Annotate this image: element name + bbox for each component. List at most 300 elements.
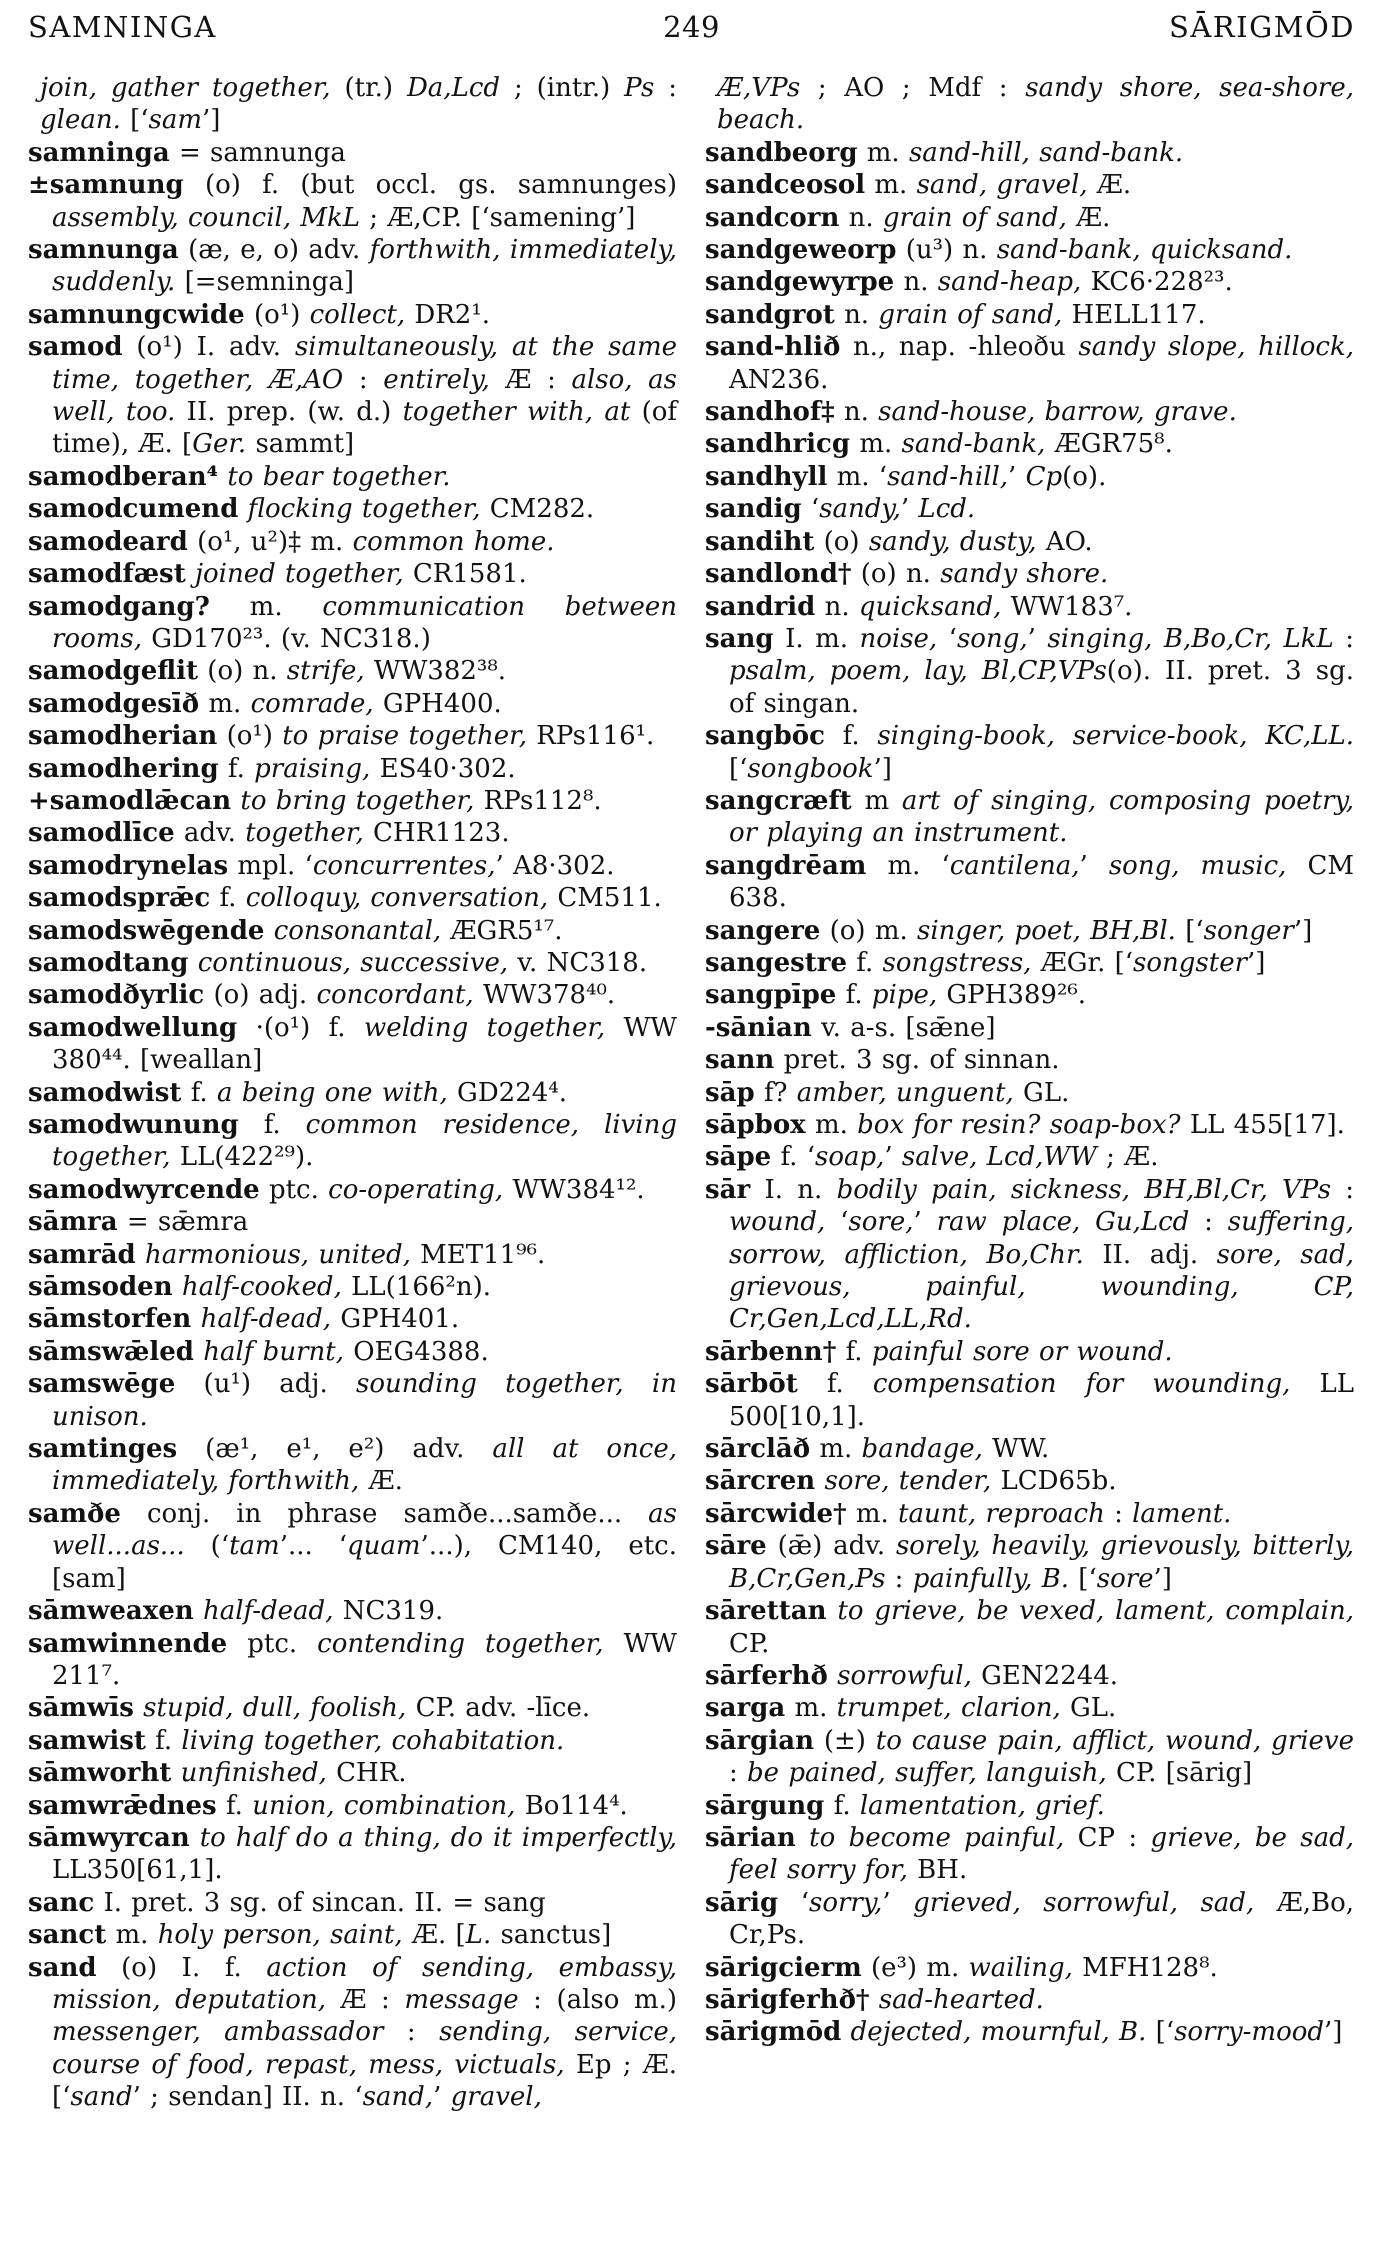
definition-text: joined together, — [194, 559, 404, 590]
definition-text: all at once, immediately, forthwith, — [52, 1434, 678, 1497]
definition-text: sand, — [362, 2082, 434, 2113]
dictionary-entry: samodherian (o¹) to praise together, RPs116¹. — [28, 721, 655, 752]
dictionary-entry: sāmworht unfinished, CHR. — [28, 1758, 407, 1789]
dictionary-entry: sārclāð m. bandage, WW. — [705, 1434, 1050, 1465]
entry-headword: samod — [28, 332, 123, 363]
definition-text: sand-hill, — [887, 461, 1009, 492]
entry-headword: sandgeweorp — [705, 235, 897, 266]
dictionary-entry: +samodlǣcan to bring together, RPs112⁸. — [28, 785, 602, 816]
entry-headword: sandlond† — [705, 559, 852, 590]
dictionary-entry: samodhering f. praising, ES40·302. — [28, 753, 516, 784]
definition-text: suffering, sorrow, affliction, Bo,Chr. — [729, 1207, 1355, 1270]
entry-headword: sandhof‡ — [705, 397, 835, 428]
continuation-paragraph: join, gather together, (tr.) Da,Lcd ; (intr.) Ps : glean. [‘sam’] — [40, 73, 677, 136]
entry-headword: samodcumend — [28, 494, 239, 525]
definition-text: Cp — [1025, 461, 1063, 492]
definition-text: sending, service, course of food, repast, mess, victuals, — [52, 2017, 677, 2080]
entry-headword: sārbōt — [705, 1369, 798, 1400]
right-column — [705, 72, 1354, 2114]
entry-headword: samodhering — [28, 753, 219, 784]
dictionary-entry: sanct m. holy person, saint, Æ. [L. sanctus] — [28, 1920, 612, 1951]
entry-headword: sārgian — [705, 1725, 814, 1756]
definition-text: singer, poet, BH,Bl. — [917, 915, 1176, 946]
definition-text: unfinished, — [180, 1758, 327, 1789]
entry-headword: samðe — [28, 1498, 121, 1529]
definition-text: together, — [245, 818, 364, 849]
dictionary-entry: sanc I. pret. 3 sg. of sincan. II. = sang — [28, 1887, 546, 1918]
entry-headword: samwist — [28, 1725, 146, 1756]
entry-headword: sandceosol — [705, 170, 866, 201]
entry-headword: sārbenn† — [705, 1336, 837, 1367]
dictionary-entry — [28, 461, 677, 493]
definition-text: L. — [465, 1920, 492, 1951]
definition-text: be pained, suffer, languish, — [747, 1758, 1107, 1789]
dictionary-entry: samodrynelas mpl. ‘concurrentes,’ A8·302. — [28, 850, 615, 881]
dictionary-entry: sāpe f. ‘soap,’ salve, Lcd,WW ; Æ. — [705, 1142, 1159, 1173]
continuation-paragraph: Æ,VPs ; AO ; Mdf : sandy shore, sea-shore, beach. — [717, 73, 1354, 136]
entry-headword: samodgang? — [28, 591, 210, 622]
definition-text: songbook — [747, 753, 874, 784]
entry-headword: samodeard — [28, 526, 188, 557]
definition-text: join, gather together, — [40, 73, 331, 103]
definition-text: to half do a thing, do it imperfectly, — [199, 1822, 677, 1853]
definition-text: wailing, — [968, 1952, 1073, 1983]
entry-headword: samwinnende — [28, 1628, 228, 1659]
entry-headword: sāmsoden — [28, 1272, 173, 1303]
dictionary-entry: sang I. m. noise, ‘song,’ singing, B,Bo,Cr, LkL : psalm, poem, lay, Bl,CP,VPs(o). II. pret. 3 sg. of singan. — [705, 623, 1354, 719]
definition-text: welding together, — [363, 1012, 606, 1043]
definition-text: soap, — [814, 1142, 885, 1173]
dictionary-entry: sārbōt f. compensation for wounding, LL 500[10,1]. — [705, 1369, 1355, 1432]
definition-text: message — [404, 1984, 519, 2015]
definition-text: consonantal, — [273, 915, 442, 946]
entry-headword: samodswēgende — [28, 915, 265, 946]
definition-text: simultaneously, at the same time, together, Æ,AO — [52, 332, 677, 395]
entry-headword: samodwyrcende — [28, 1174, 260, 1205]
dictionary-entry: sārbenn† f. painful sore or wound. — [705, 1336, 1173, 1367]
entry-headword: sangbōc — [705, 721, 825, 752]
definition-text: communication between rooms, — [52, 591, 677, 654]
dictionary-entry: sāmwyrcan to half do a thing, do it imperfectly, LL350[61,1]. — [28, 1822, 677, 1886]
entry-headword: sārigcierm — [705, 1952, 862, 1983]
dictionary-entry: sandiht (o) sandy, dusty, AO. — [705, 526, 1093, 557]
entry-headword: sār — [705, 1174, 751, 1205]
dictionary-entry: sāmstorfen half-dead, GPH401. — [28, 1304, 460, 1335]
entry-headword: sandrid — [705, 591, 816, 622]
running-header — [28, 10, 1355, 44]
dictionary-entry: samnunga (æ, e, o) adv. forthwith, immediately, suddenly. [=semninga] — [28, 235, 678, 298]
definition-text: grieve, be sad, feel sorry for, — [729, 1822, 1354, 1886]
definition-text: entirely, — [383, 364, 490, 395]
definition-text: sand-hill, sand-bank. — [908, 137, 1184, 168]
definition-text: sand-bank, quicksand. — [996, 235, 1293, 266]
definition-text: lament. — [1132, 1498, 1232, 1529]
entry-headword: sāmstorfen — [28, 1304, 192, 1335]
entry-headword: samodberan⁴ — [28, 461, 219, 492]
dictionary-entry: sārgian (±) to cause pain, afflict, wound, grieve : be pained, suffer, languish, CP. [sārig] — [705, 1725, 1355, 1789]
definition-text: flocking together, — [247, 494, 481, 525]
dictionary-entry: samwrǣdnes f. union, combination, Bo114⁴. — [28, 1790, 628, 1821]
dictionary-entry: samwist f. living together, cohabitation. — [28, 1725, 565, 1756]
entry-headword: samodsprǣc — [28, 883, 211, 914]
dictionary-entry: ±samnung (o) f. (but occl. gs. samnunges) assembly, council, MkL ; Æ,CP. [‘samening’] — [28, 170, 677, 233]
entry-headword: sāmwyrcan — [28, 1822, 190, 1853]
dictionary-entry: sār I. n. bodily pain, sickness, BH,Bl,Cr, VPs : wound, ‘sore,’ raw place, Gu,Lcd : suffering, sorrow, affliction, Bo,Chr. II. adj. sore, sad, grievous, painful, wounding, CP, Cr,Gen,Lcd,LL,Rd. — [705, 1174, 1355, 1335]
definition-text: sand-house, barrow, grave. — [878, 397, 1237, 428]
definition-text: to grieve, be vexed, lament, complain, — [837, 1596, 1354, 1627]
dictionary-entry: sārcren sore, tender, LCD65b. — [705, 1466, 1117, 1497]
definition-text: pipe, — [871, 980, 938, 1011]
definition-text: continuous, successive, — [197, 947, 509, 978]
entry-headword: sārigferhð† — [705, 1984, 870, 2015]
definition-text: sam — [148, 105, 203, 136]
dictionary-entry: samðe conj. in phrase samðe...samðe... as well...as... (‘tam’... ‘quam’...), CM140, etc. [sam] — [28, 1498, 677, 1594]
dictionary-entry: sarga m. trumpet, clarion, GL. — [705, 1693, 1117, 1724]
entry-headword: samodherian — [28, 721, 218, 752]
entry-headword: sāre — [705, 1531, 767, 1562]
definition-text: sand-heap, — [937, 267, 1082, 298]
entry-headword: samodgeflit — [28, 656, 199, 687]
entry-headword: sanc — [28, 1887, 95, 1918]
definition-text: tam — [229, 1531, 280, 1562]
entry-headword: sāmwīs — [28, 1693, 134, 1724]
entry-headword: samodwunung — [28, 1110, 239, 1140]
dictionary-entry: sāp f? amber, unguent, GL. — [705, 1077, 1070, 1108]
definition-text: singing, B,Bo,Cr, LkL — [1047, 623, 1334, 654]
entry-headword: sārcwide† — [705, 1498, 847, 1529]
entry-headword: samswēge — [28, 1369, 176, 1400]
definition-text: bandage, — [861, 1434, 983, 1465]
dictionary-entry: samodswēgende consonantal, ÆGR5¹⁷. — [28, 915, 563, 946]
dictionary-entry: sandrid n. quicksand, WW183⁷. — [705, 591, 1133, 622]
header-last-word: SĀRIGMŌD — [1168, 10, 1355, 44]
definition-text: sorely, heavily, grievously, bitterly, B,Cr,Gen,Ps — [729, 1531, 1354, 1594]
definition-text: sand — [70, 2082, 133, 2113]
definition-text: wound, — [729, 1207, 826, 1238]
definition-text: sorrowful, — [837, 1660, 972, 1691]
definition-text: salve, Lcd,WW — [901, 1142, 1097, 1173]
entry-headword: sandhricg — [705, 429, 851, 460]
entry-headword: samodwist — [28, 1077, 182, 1108]
definition-text: sad-hearted. — [878, 1984, 1044, 2015]
definition-text: raw place, Gu,Lcd — [936, 1207, 1190, 1238]
entry-headword: -sānian — [705, 1012, 812, 1043]
entry-headword: samwrǣdnes — [28, 1790, 217, 1821]
dictionary-entry: sandhyll m. ‘sand-hill,’ Cp(o). — [705, 461, 1107, 492]
entry-headword: sārcren — [705, 1466, 816, 1497]
definition-text: songstress, — [882, 947, 1032, 978]
definition-text: sorry, — [808, 1887, 883, 1918]
dictionary-entry: -sānian v. a-s. [sǣne] — [705, 1012, 996, 1043]
definition-text: cantilena, — [949, 850, 1080, 881]
definition-text: trumpet, clarion, — [836, 1693, 1061, 1724]
entry-headword: samodtang — [28, 947, 189, 978]
definition-text: sorry-mood — [1174, 2017, 1325, 2048]
definition-text: as well...as... — [52, 1498, 677, 1562]
definition-text: Da,Lcd — [406, 73, 501, 103]
entry-headword: sandgrot — [705, 299, 835, 330]
definition-text: union, combination, — [252, 1790, 516, 1821]
definition-text: sore, — [848, 1207, 914, 1238]
definition-text: to cause pain, afflict, wound, grieve — [875, 1725, 1355, 1756]
dictionary-entry: samodsprǣc f. colloquy, conversation, CM511. — [28, 883, 662, 914]
definition-text: sandy slope, hillock, — [1078, 332, 1354, 363]
dictionary-entry: sandgewyrpe n. sand-heap, KC6·228²³. — [705, 267, 1233, 298]
definition-text: harmonious, united, — [145, 1239, 411, 1270]
left-column — [28, 72, 677, 2114]
entry-headword: sangpīpe — [705, 980, 837, 1011]
entry-headword: sāpbox — [705, 1110, 806, 1140]
definition-text: glean. — [40, 105, 121, 136]
dictionary-entry: sandhricg m. sand-bank, ÆGR75⁸. — [705, 429, 1173, 460]
definition-text: to become painful, — [809, 1822, 1065, 1853]
entry-headword: sārgung — [705, 1790, 825, 1821]
definition-text: common residence, living together, — [52, 1110, 678, 1173]
dictionary-entry: samninga = samnunga — [28, 137, 346, 168]
dictionary-entry: sāmswǣled half burnt, OEG4388. — [28, 1336, 489, 1367]
entry-headword: sāmswǣled — [28, 1336, 194, 1367]
definition-text: amber, unguent, — [796, 1077, 1014, 1108]
definition-text: common home. — [352, 526, 555, 557]
entry-headword: samnungcwide — [28, 299, 245, 330]
dictionary-entry: samodwist f. a being one with, GD224⁴. — [28, 1077, 567, 1108]
definition-text: sore — [1096, 1563, 1154, 1594]
definition-text: box for resin? soap-box? — [857, 1110, 1181, 1140]
dictionary-entry: sandbeorg m. sand-hill, sand-bank. — [705, 137, 1184, 168]
dictionary-entry: sārigcierm (e³) m. wailing, MFH128⁸. — [705, 1952, 1218, 1983]
dictionary-entry: sand-hlið n., nap. -hleoðu sandy slope, hillock, AN236. — [705, 332, 1354, 395]
entry-headword: samrād — [28, 1239, 136, 1270]
dictionary-entry: samodeard (o¹, u²)‡ m. common home. — [28, 526, 555, 557]
definition-text: half-cooked, — [181, 1272, 342, 1303]
entry-headword: sāmworht — [28, 1758, 172, 1789]
definition-text: dejected, mournful, B. — [850, 2017, 1147, 2048]
dictionary-entry: sārferhð sorrowful, GEN2244. — [705, 1660, 1119, 1691]
dictionary-entry: samodfæst joined together, CR1581. — [28, 559, 527, 590]
dictionary-entry: sārig ‘sorry,’ grieved, sorrowful, sad, Æ,Bo, Cr,Ps. — [705, 1887, 1355, 1951]
definition-text: sandy, — [819, 494, 901, 525]
definition-text: forthwith, immediately, suddenly. — [52, 235, 678, 298]
dictionary-entry: sangbōc f. singing-book, service-book, KC,LL. [‘songbook’] — [705, 721, 1355, 784]
dictionary-entry: sāmweaxen half-dead, NC319. — [28, 1596, 444, 1627]
definition-text: bodily pain, sickness, BH,Bl,Cr, VPs — [836, 1174, 1331, 1205]
definition-text: Ps — [624, 73, 655, 103]
entry-headword: sāp — [705, 1077, 755, 1108]
definition-text: sore, sad, grievous, painful, wounding, CP, Cr,Gen,Lcd,LL,Rd. — [729, 1239, 1354, 1335]
page-number: 249 — [663, 10, 720, 44]
definition-text: psalm, poem, lay, Bl,CP,VPs — [729, 656, 1107, 687]
definition-text: sandy shore. — [940, 559, 1109, 590]
definition-text: contending together, — [317, 1628, 604, 1659]
entry-headword: samtinges — [28, 1434, 178, 1465]
definition-text: sand, gravel, — [916, 170, 1088, 201]
definition-text: half-dead, — [202, 1596, 334, 1627]
definition-text: Æ,VPs — [717, 73, 801, 103]
dictionary-entry: sandig ‘sandy,’ Lcd. — [705, 494, 976, 525]
dictionary-entry: sangcræft m art of singing, composing poetry, or playing an instrument. — [705, 785, 1355, 849]
header-first-word: SAMNINGA — [28, 10, 217, 44]
entry-headword: sārettan — [705, 1596, 827, 1627]
dictionary-entry: sārian to become painful, CP : grieve, be sad, feel sorry for, BH. — [705, 1822, 1354, 1886]
definition-text: quicksand, — [858, 591, 1002, 622]
definition-text: songer — [1203, 915, 1294, 946]
dictionary-entry: sandceosol m. sand, gravel, Æ. — [705, 170, 1132, 201]
definition-text: half-dead, — [200, 1304, 332, 1335]
dictionary-entry: samodtang continuous, successive, v. NC318. — [28, 947, 648, 978]
definition-text: painful sore or wound. — [871, 1336, 1173, 1367]
dictionary-entry: sandgrot n. grain of sand, HELL117. — [705, 299, 1206, 330]
dictionary-entry: sangestre f. songstress, ÆGr. [‘songster’] — [705, 947, 1266, 978]
entry-headword: sangdrēam — [705, 850, 867, 881]
entry-headword: sangere — [705, 915, 821, 946]
entry-headword: sārig — [705, 1887, 779, 1918]
dictionary-entry: sāmra = sǣmra — [28, 1207, 249, 1238]
entry-headword: ±samnung — [28, 170, 184, 201]
definition-text: sandy, dusty, — [868, 526, 1037, 557]
dictionary-entry: samodlīce adv. together, CHR1123. — [28, 818, 510, 849]
definition-text: half burnt, — [203, 1336, 344, 1367]
dictionary-entry — [705, 1984, 1354, 2016]
definition-text: songster — [1133, 947, 1248, 978]
entry-headword: samodgesīð — [28, 688, 200, 719]
entry-headword: samodrynelas — [28, 850, 229, 881]
definition-text: to praise together, — [282, 721, 528, 752]
entry-headword: sārian — [705, 1822, 796, 1853]
definition-text: strife, — [286, 656, 365, 687]
dictionary-entry: samod (o¹) I. adv. simultaneously, at the same time, together, Æ,AO : entirely, Æ : also, as well, too. II. prep. (w. d.) together with, at (of time), Æ. [Ger. sammt] — [28, 332, 677, 460]
dictionary-entry: sangere (o) m. singer, poet, BH,Bl. [‘songer’] — [705, 915, 1313, 946]
definition-text: gravel, — [450, 2082, 542, 2113]
definition-text: concordant, — [316, 980, 474, 1011]
entry-headword: sandiht — [705, 526, 815, 557]
entry-headword: sāmra — [28, 1207, 118, 1238]
entry-headword: sāpe — [705, 1142, 772, 1173]
definition-text: living together, cohabitation. — [181, 1725, 565, 1756]
entry-headword: sandhyll — [705, 461, 828, 492]
entry-headword: samodwellung — [28, 1012, 238, 1043]
entry-headword: sangestre — [705, 947, 847, 978]
entry-headword: samnunga — [28, 235, 179, 266]
entry-headword: +samodlǣcan — [28, 785, 232, 816]
entry-headword: sandbeorg — [705, 137, 858, 168]
definition-text: messenger, ambassador — [52, 2017, 384, 2048]
dictionary-entry: samtinges (æ¹, e¹, e²) adv. all at once, immediately, forthwith, Æ. — [28, 1434, 678, 1497]
definition-text: grain of sand, — [878, 299, 1063, 330]
dictionary-entry: sann pret. 3 sg. of sinnan. — [705, 1045, 1060, 1076]
dictionary-entry: samodwyrcende ptc. co-operating, WW384¹². — [28, 1174, 645, 1205]
entry-headword: sand — [28, 1952, 97, 1983]
dictionary-entry: samwinnende ptc. contending together, WW 211⁷. — [28, 1628, 678, 1691]
dictionary-entry: sārettan to grieve, be vexed, lament, complain, CP. — [705, 1596, 1354, 1659]
entry-headword: sandig — [705, 494, 802, 525]
definition-text: Lcd. — [918, 494, 976, 525]
dictionary-entry: sārigmōd dejected, mournful, B. [‘sorry-mood’] — [705, 2017, 1343, 2048]
definition-text: sounding together, in unison. — [52, 1369, 677, 1432]
dictionary-entry: samodwellung ·(o¹) f. welding together, WW 380⁴⁴. [weallan] — [28, 1012, 677, 1076]
definition-text: sore, tender, — [824, 1466, 992, 1497]
definition-text: compensation for wounding, — [872, 1369, 1291, 1400]
definition-text: sandy shore, sea-shore, beach. — [717, 73, 1354, 136]
definition-text: grain of sand, — [882, 202, 1067, 233]
entry-headword: sangcræft — [705, 785, 852, 816]
entry-headword: samodðyrlic — [28, 980, 205, 1011]
entry-headword: sanct — [28, 1920, 107, 1951]
dictionary-entry: samodwunung f. common residence, living together, LL(422²⁹). — [28, 1110, 678, 1173]
definition-text: together with, at — [402, 397, 631, 428]
entry-headword: sārigmōd — [705, 2017, 842, 2048]
entry-headword: samodlīce — [28, 818, 175, 849]
definition-text: holy person, saint, — [157, 1920, 403, 1951]
dictionary-entry: sāpbox m. box for resin? soap-box? LL 455[17]. — [705, 1110, 1345, 1140]
definition-text: assembly, council, MkL — [52, 202, 361, 233]
dictionary-entry: samodgeflit (o) n. strife, WW382³⁸. — [28, 656, 507, 687]
definition-text: taunt, reproach — [898, 1498, 1105, 1529]
dictionary-entry: sand (o) I. f. action of sending, embassy, mission, deputation, Æ : message : (also m.) messenger, ambassador : sending, service, course of food, repast, mess, victuals, Ep ; Æ. [‘sand’ ; sendan] II. n. ‘sand,’ gravel, — [28, 1952, 677, 2113]
definition-text: painfully, B. — [912, 1563, 1070, 1594]
dictionary-entry: sangdrēam m. ‘cantilena,’ song, music, CM 638. — [705, 850, 1355, 914]
definition-text: praising, — [254, 753, 371, 784]
dictionary-entry: samodgang? m. communication between rooms, GD170²³. (v. NC318.) — [28, 591, 677, 654]
entry-headword: sandgewyrpe — [705, 267, 895, 298]
definition-text: art of singing, composing poetry, or playing an instrument. — [729, 785, 1355, 849]
dictionary-entry: sāre (ǣ) adv. sorely, heavily, grievously, bitterly, B,Cr,Gen,Ps : painfully, B. [‘sore’] — [705, 1531, 1354, 1594]
definition-text: to bear together. — [227, 461, 451, 492]
dictionary-entry: samodgesīð m. comrade, GPH400. — [28, 688, 502, 719]
entry-headword: samodfæst — [28, 559, 186, 590]
two-column-text-block — [28, 72, 1355, 2114]
definition-text: noise, — [859, 623, 938, 654]
definition-text: concurrentes, — [312, 850, 496, 881]
entry-headword: sann — [705, 1045, 775, 1076]
definition-text: Ger. — [192, 429, 247, 460]
definition-text: quam — [346, 1531, 421, 1562]
dictionary-entry: sārcwide† m. taunt, reproach : lament. — [705, 1498, 1232, 1529]
entry-headword: sārclāð — [705, 1434, 811, 1465]
entry-headword: samninga — [28, 137, 170, 168]
definition-text: singing-book, service-book, KC,LL. — [877, 721, 1355, 752]
dictionary-entry: samodcumend flocking together, CM282. — [28, 494, 595, 525]
definition-text: song, music, — [1108, 850, 1287, 881]
entry-headword: sāmweaxen — [28, 1596, 194, 1627]
definition-text: also, as well, too. — [52, 364, 677, 428]
definition-text: action of sending, embassy, mission, deputation, — [52, 1952, 677, 2015]
dictionary-entry: sandhof‡ n. sand-house, barrow, grave. — [705, 397, 1237, 428]
definition-text: sand-bank, — [901, 429, 1046, 460]
definition-text: comrade, — [250, 688, 374, 719]
dictionary-entry: sangpīpe f. pipe, GPH389²⁶. — [705, 980, 1087, 1011]
definition-text: grieved, sorrowful, sad, — [913, 1887, 1255, 1918]
definition-text: to bring together, — [240, 785, 475, 816]
entry-headword: sandcorn — [705, 202, 840, 233]
entry-headword: sarga — [705, 1693, 786, 1724]
dictionary-entry: samrād harmonious, united, MET11⁹⁶. — [28, 1239, 546, 1270]
definition-text: stupid, dull, foolish, — [143, 1693, 407, 1724]
definition-text: colloquy, conversation, — [245, 883, 549, 914]
dictionary-entry: sandgeweorp (u³) n. sand-bank, quicksand. — [705, 235, 1293, 266]
dictionary-entry: samswēge (u¹) adj. sounding together, in unison. — [28, 1369, 677, 1432]
entry-headword: sārferhð — [705, 1660, 828, 1691]
dictionary-entry: sandcorn n. grain of sand, Æ. — [705, 202, 1111, 233]
definition-text: a being one with, — [216, 1077, 448, 1108]
dictionary-entry: sārgung f. lamentation, grief. — [705, 1790, 1105, 1821]
dictionary-entry: samnungcwide (o¹) collect, DR2¹. — [28, 299, 491, 330]
dictionary-entry: sāmsoden half-cooked, LL(166²n). — [28, 1272, 491, 1303]
dictionary-entry: samodðyrlic (o) adj. concordant, WW378⁴⁰. — [28, 980, 616, 1011]
definition-text: song, — [956, 623, 1028, 654]
definition-text: lamentation, grief. — [859, 1790, 1105, 1821]
definition-text: co-operating, — [328, 1174, 504, 1205]
entry-headword: sang — [705, 623, 774, 654]
